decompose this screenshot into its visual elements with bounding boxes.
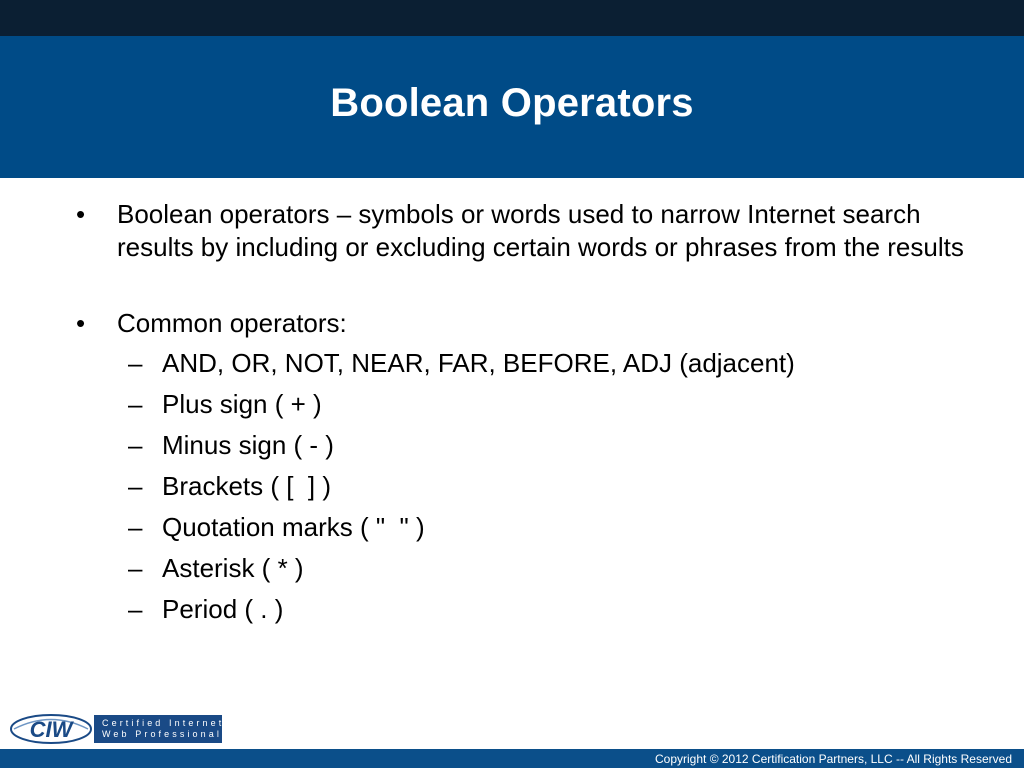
slide-content xyxy=(0,178,1024,698)
ciw-logo-icon xyxy=(10,712,92,746)
bullet-marker: • xyxy=(76,308,86,338)
sub-item-brackets: Brackets ( [ ] ) xyxy=(162,471,332,501)
sub-item-quotation-marks: Quotation marks ( " " ) xyxy=(162,512,425,542)
dash-marker: – xyxy=(128,594,143,624)
logo-line-2: Web Professional xyxy=(102,729,222,739)
slide-title: Boolean Operators xyxy=(330,80,694,125)
dash-marker: – xyxy=(128,389,143,419)
bullet-text-common-operators: Common operators: xyxy=(117,308,347,338)
ciw-logo-mark: CIW xyxy=(29,717,73,742)
dash-marker: – xyxy=(128,553,143,583)
sub-item-asterisk: Asterisk ( * ) xyxy=(162,553,304,583)
top-strip xyxy=(0,0,1024,36)
sub-item-period: Period ( . ) xyxy=(162,594,284,624)
sub-item-keyword-operators: AND, OR, NOT, NEAR, FAR, BEFORE, ADJ (adjacent) xyxy=(162,348,795,378)
logo-line-1: Certified Internet xyxy=(102,718,225,728)
footer-bar xyxy=(0,749,1024,768)
sub-item-minus-sign: Minus sign ( - ) xyxy=(162,430,334,460)
bullet-text-definition: Boolean operators – symbols or words used to narrow Internet search results by including or excluding certain words or phrases from the results xyxy=(117,199,964,262)
bullet-marker: • xyxy=(76,199,86,229)
dash-marker: – xyxy=(128,512,143,542)
copyright-text: Copyright © 2012 Certification Partners, LLC -- All Rights Reserved xyxy=(655,752,1012,766)
ciw-logo-tagline xyxy=(94,715,225,743)
dash-marker: – xyxy=(128,471,143,501)
sub-item-plus-sign: Plus sign ( + ) xyxy=(162,389,322,419)
ciw-logo-area xyxy=(10,712,225,746)
title-band xyxy=(0,36,1024,178)
dash-marker: – xyxy=(128,430,143,460)
dash-marker: – xyxy=(128,348,143,378)
